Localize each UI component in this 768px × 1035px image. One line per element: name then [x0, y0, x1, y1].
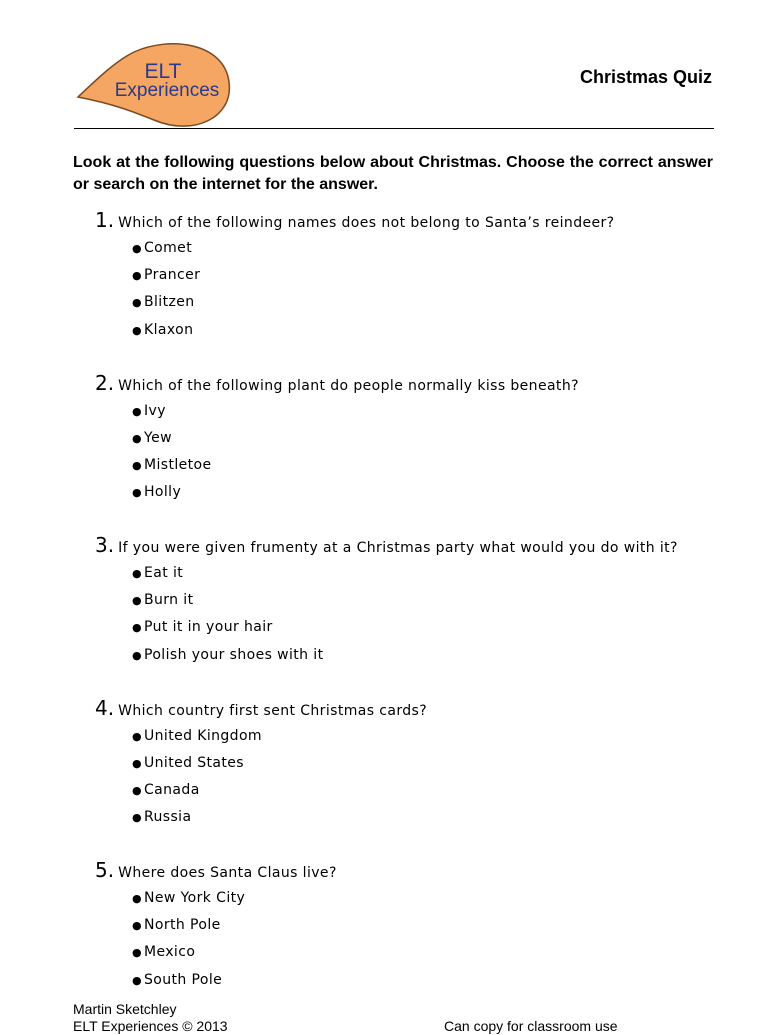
bullet-icon: ●: [132, 296, 142, 310]
question-text: If you were given frumenty at a Christmas party what would you do with it?: [118, 540, 678, 556]
bullet-icon: ●: [132, 269, 142, 283]
answer-option: [132, 614, 715, 641]
answer-option: [132, 235, 715, 262]
question-heading: [95, 533, 715, 560]
question-number: 4.: [95, 695, 115, 720]
question-number: 5.: [95, 858, 115, 882]
logo-text-experiences: Experiences: [114, 80, 220, 101]
answer-option-label: Klaxon: [144, 321, 194, 338]
question-heading: [95, 858, 715, 885]
bullet-icon: ●: [132, 458, 142, 472]
answer-option-label: Eat it: [144, 565, 184, 581]
answer-option-label: South Pole: [144, 971, 223, 988]
answer-option-label: Russia: [144, 809, 192, 826]
answer-option-label: Polish your shoes with it: [144, 646, 324, 663]
bullet-icon: ●: [132, 756, 142, 770]
answer-option: [132, 587, 715, 614]
answer-option: [132, 479, 715, 506]
bullet-icon: ●: [132, 242, 142, 255]
answer-option: [132, 452, 715, 479]
answer-options: [95, 560, 715, 669]
bullet-icon: ●: [132, 404, 142, 418]
answer-option-label: Canada: [144, 781, 200, 798]
answer-options: [95, 723, 715, 832]
elt-experiences-logo: [74, 42, 236, 130]
answer-option: [132, 939, 715, 966]
bullet-icon: ●: [132, 431, 142, 445]
answer-option-label: North Pole: [144, 917, 221, 934]
footer-copyright: ELT Experiences © 2013: [73, 1018, 228, 1034]
question-number: 1.: [95, 208, 115, 232]
answer-option-label: Burn it: [144, 592, 194, 609]
question-text: Which of the following names does not belong to Santa’s reindeer?: [118, 215, 615, 231]
answer-options: [95, 235, 715, 344]
question-text: Where does Santa Claus live?: [118, 865, 337, 881]
answer-option-label: New York City: [144, 890, 246, 906]
bullet-icon: ●: [132, 486, 142, 500]
bullet-icon: ●: [132, 919, 142, 933]
bullet-icon: ●: [132, 729, 142, 743]
answer-option-label: Holly: [144, 484, 182, 501]
answer-option: [132, 425, 715, 452]
bullet-icon: ●: [132, 811, 142, 825]
question-1: [95, 208, 715, 371]
question-heading: [95, 208, 715, 235]
answer-option: [132, 912, 715, 939]
footer-author-block: [73, 1001, 228, 1035]
header-divider: [74, 128, 714, 129]
answer-option: [132, 560, 715, 587]
answer-option-label: United Kingdom: [144, 727, 262, 744]
bullet-icon: ●: [132, 892, 142, 905]
question-4: [95, 696, 715, 859]
footer-usage-note: Can copy for classroom use: [444, 1018, 618, 1034]
answer-option: [132, 642, 715, 669]
answer-option-label: Mexico: [144, 944, 196, 961]
answer-option-label: Ivy: [144, 402, 166, 419]
answer-option-label: Mistletoe: [144, 456, 212, 473]
answer-option: [132, 398, 715, 425]
question-text: Which of the following plant do people normally kiss beneath?: [118, 377, 579, 394]
answer-option: [132, 885, 715, 912]
bullet-icon: ●: [132, 567, 142, 580]
answer-option-label: Put it in your hair: [144, 619, 273, 636]
answer-option: [132, 262, 715, 289]
bullet-icon: ●: [132, 621, 142, 635]
answer-option-label: Prancer: [144, 267, 201, 284]
question-heading: [95, 696, 715, 723]
bullet-icon: ●: [132, 946, 142, 960]
question-number: 2.: [95, 370, 115, 395]
answer-option: [132, 750, 715, 777]
logo-text-elt: ELT: [144, 60, 182, 83]
question-list: [95, 208, 715, 1021]
bullet-icon: ●: [132, 323, 142, 337]
document-title: Christmas Quiz: [579, 67, 712, 87]
answer-option-label: Yew: [144, 429, 172, 446]
answer-option: [132, 804, 715, 831]
answer-option: [132, 317, 715, 344]
answer-option-label: Blitzen: [144, 294, 195, 311]
answer-option: [132, 777, 715, 804]
question-heading: [95, 371, 715, 398]
answer-option: [132, 289, 715, 316]
answer-options: [95, 398, 715, 507]
answer-option: [132, 723, 715, 750]
bullet-icon: ●: [132, 783, 142, 797]
bullet-icon: ●: [132, 648, 142, 662]
question-2: [95, 371, 715, 534]
instructions: Look at the following questions below about Christmas. Choose the correct answer or search on the internet for the answer.: [73, 154, 713, 193]
answer-option-label: Comet: [144, 240, 193, 256]
question-text: Which country first sent Christmas cards?: [118, 702, 428, 719]
question-5: [95, 858, 715, 1021]
answer-option-label: United States: [144, 754, 245, 771]
question-number: 3.: [95, 533, 115, 557]
question-3: [95, 533, 715, 696]
bullet-icon: ●: [132, 973, 142, 987]
answer-option: [132, 967, 715, 994]
answer-options: [95, 885, 715, 994]
footer-author: Martin Sketchley: [73, 1001, 177, 1017]
bullet-icon: ●: [132, 594, 142, 608]
